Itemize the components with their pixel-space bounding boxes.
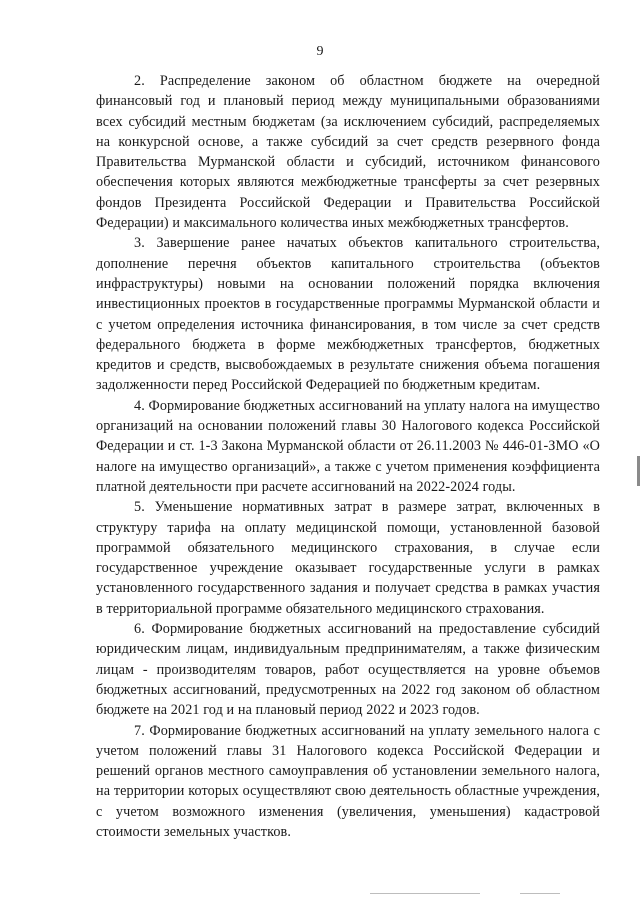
- footer-rule-right: [520, 893, 560, 894]
- document-body: [96, 71, 600, 842]
- paragraph-item-4: 4. Формирование бюджетных ассигнований на уплату налога на имущество организаций на основании положений главы 30 Налогового кодекса Российской Федерации и ст. 1-3 Закона Мурманской области от 26.11.2003 № 446-01-ЗМО «О налоге на имущество организаций», а также с учетом применения коэффициента платной деятельности при расчете ассигнований на 2022-2024 годы.: [96, 397, 600, 495]
- paragraph-item-7: 7. Формирование бюджетных ассигнований на уплату земельного налога с учетом положений главы 31 Налогового кодекса Российской Федерации и решений органов местного самоуправления об установлении земельного налога, на территории которых осуществляют свою деятельность областные учреждения, с учетом возможного изменения (увеличения, уменьшения) кадастровой стоимости земельных участков.: [96, 722, 600, 840]
- paragraph-item-3: 3. Завершение ранее начатых объектов капитального строительства, дополнение перечня объектов капитального строительства (объектов инфраструктуры) новыми на основании положений порядка включения инвестиционных проектов в государственные программы Мурманской области и с учетом определения источника финансирования, в том числе за счет средств федерального бюджета в форме межбюджетных трансфертов, бюджетных кредитов и средств, высвобождаемых в результате снижения объема погашения задолженности перед Российской Федерацией по бюджетным кредитам.: [96, 235, 600, 394]
- footer-rule-left: [370, 893, 480, 894]
- page-number: 9: [316, 44, 324, 59]
- paragraph-item-6: 6. Формирование бюджетных ассигнований на предоставление субсидий юридическим лицам, индивидуальным предпринимателям, а также физическим лицам - производителям товаров, работ осуществляется на уровне объемов бюджетных ассигнований, предусмотренных на 2022 год законом об областном бюджете на 2021 год и на плановый период 2022 и 2023 годов.: [96, 621, 600, 719]
- paragraph-item-5: 5. Уменьшение нормативных затрат в размере затрат, включенных в структуру тарифа на оплату медицинской помощи, установленной базовой программой обязательного медицинского страхования, в случае если государственное учреждение оказывает государственные услуги в рамках установленного государственного задания и получает средства в рамках участия в территориальной программе обязательного медицинского страхования.: [96, 499, 600, 617]
- paragraph-item-2: 2. Распределение законом об областном бюджете на очередной финансовый год и плановый период между муниципальными образованиями всех субсидий местным бюджетам (за исключением субсидий, распределяемых на конкурсной основе, а также субсидий за счет средств резервного фонда Правительства Мурманской области и субсидий, источником финансового обеспечения которых являются межбюджетные трансферты за счет резервных фондов Президента Российской Федерации и Правительства Российской Федерации) и максимального количества иных межбюджетных трансфертов.: [96, 73, 600, 232]
